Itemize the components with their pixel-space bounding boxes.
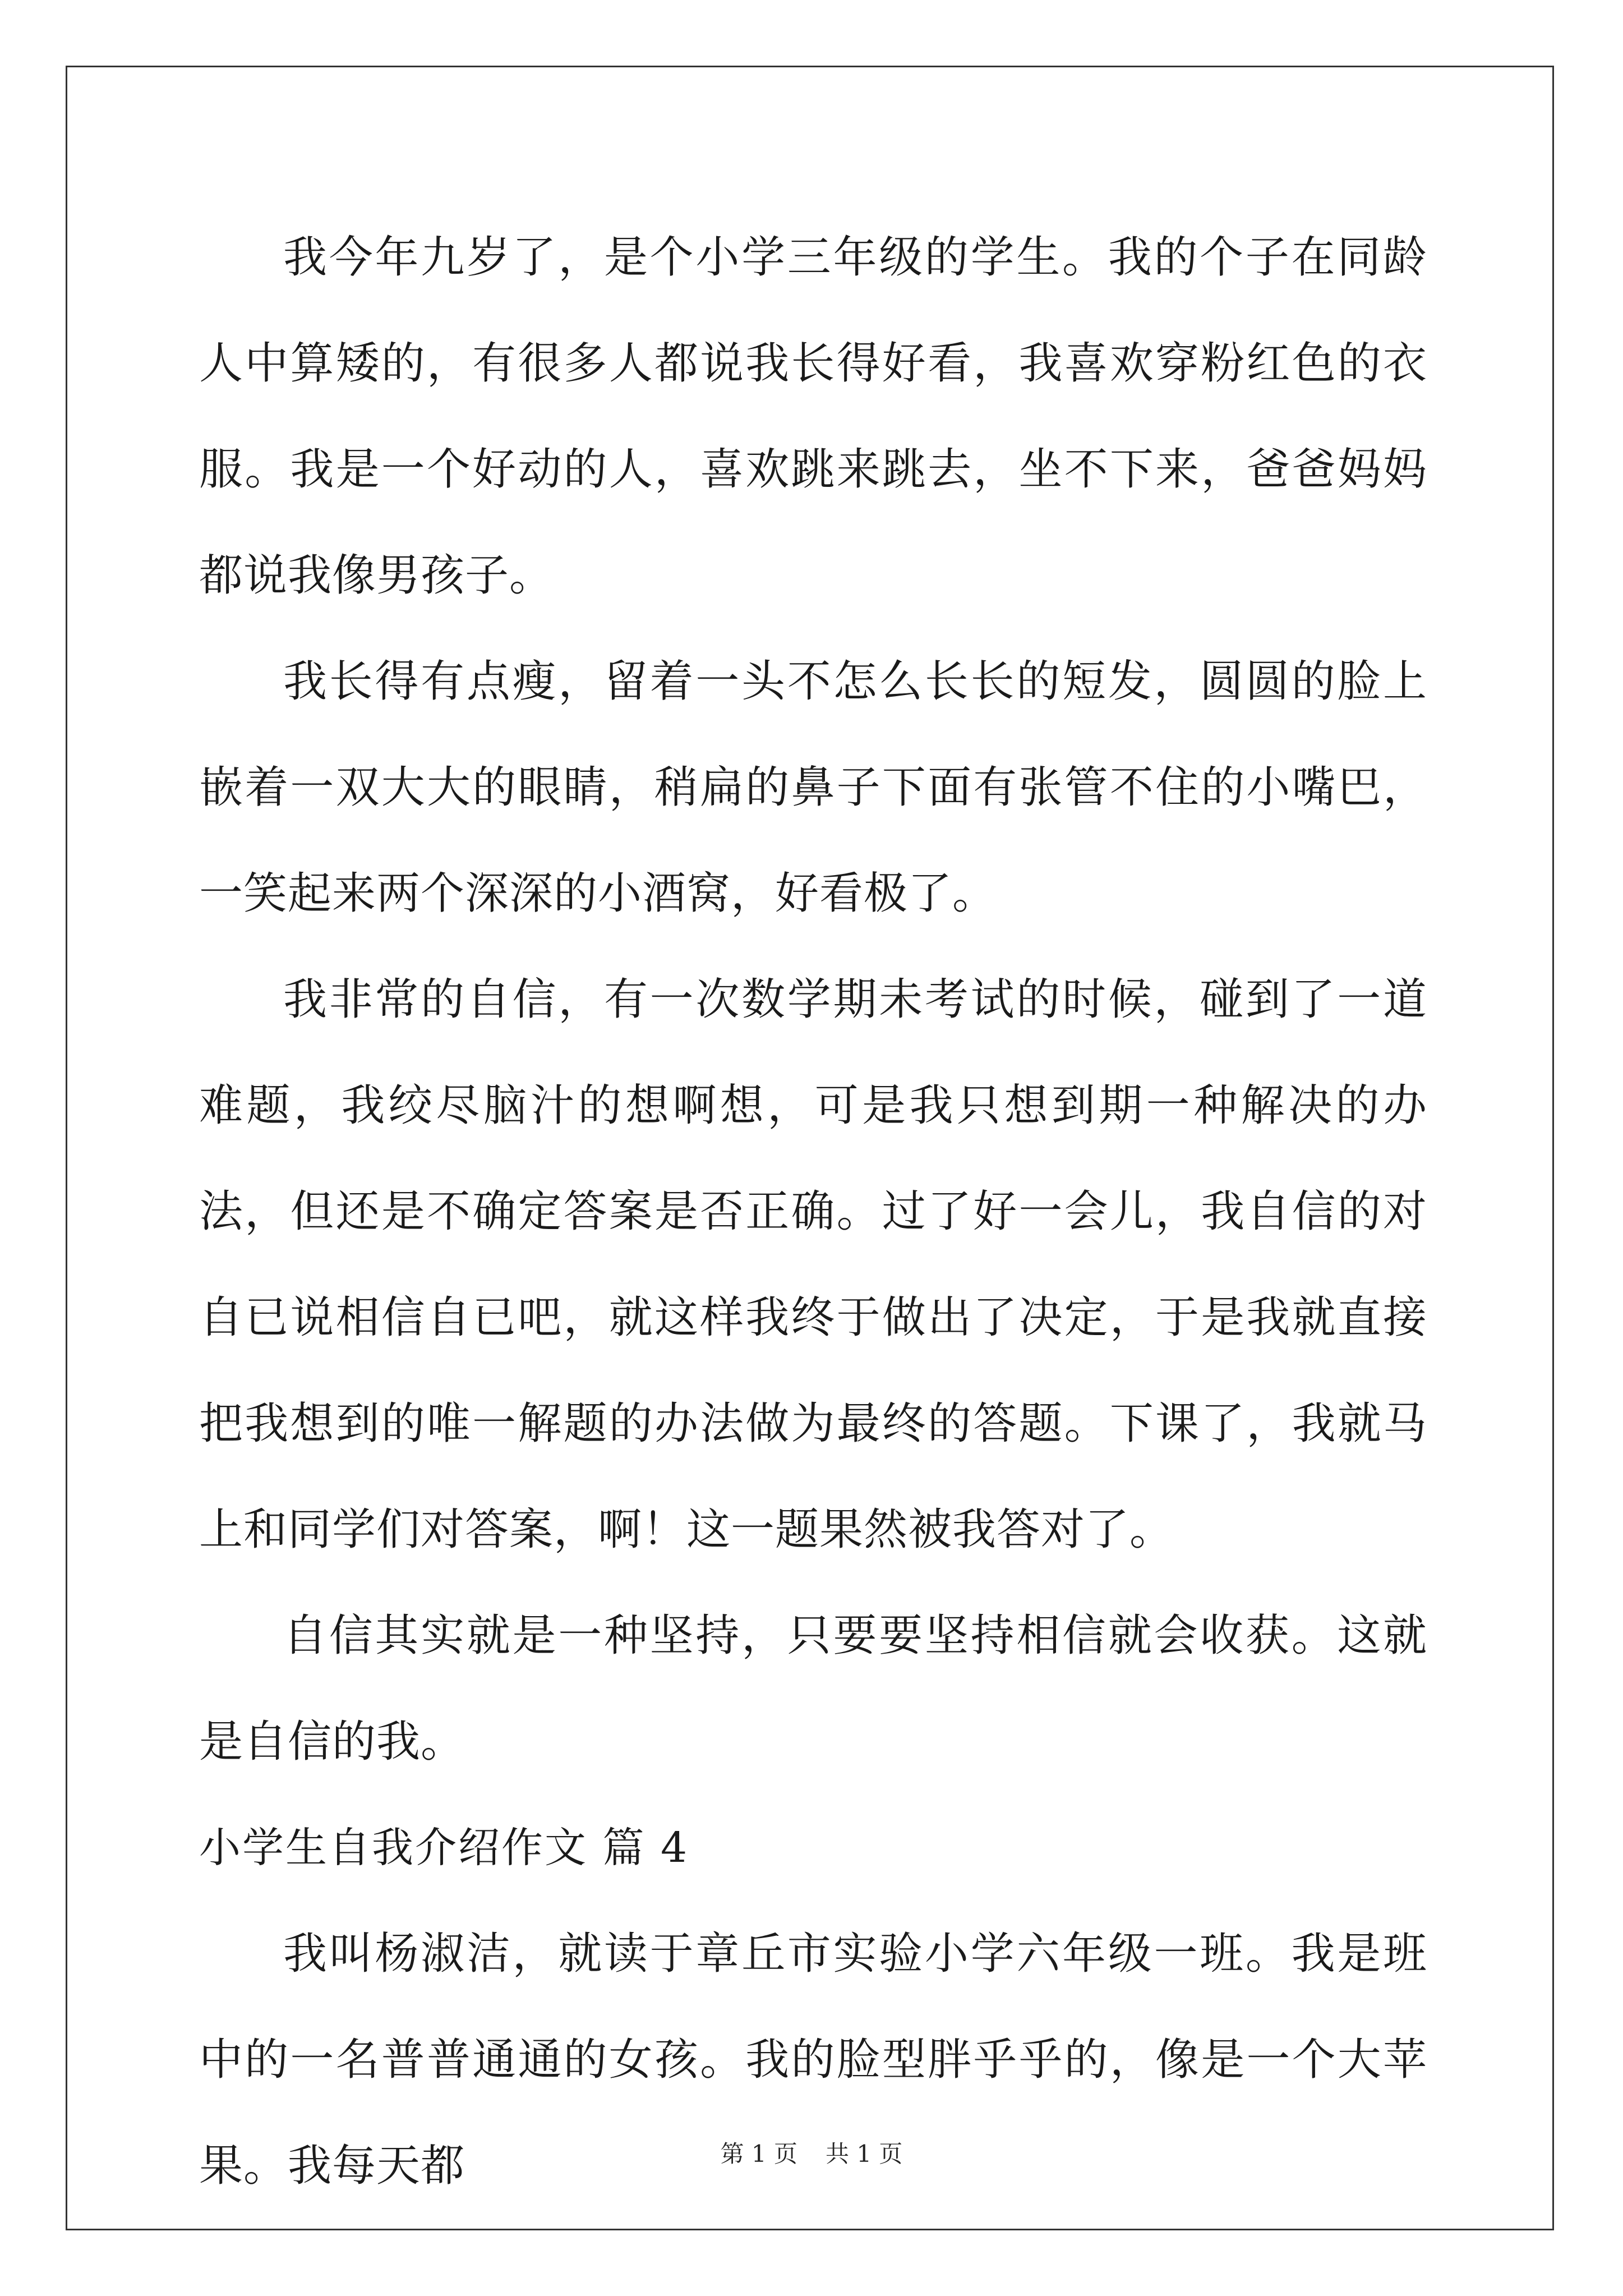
page-number: 第 1 页 (720, 2140, 797, 2168)
page-footer (0, 2137, 1623, 2171)
paragraph: 自信其实就是一种坚持，只要要坚持相信就会收获。这就是自信的我。 (199, 1611, 1427, 1767)
paragraph: 我今年九岁了，是个小学三年级的学生。我的个子在同龄人中算矮的，有很多人都说我长得好看，我喜欢穿粉红色的衣服。我是一个好动的人，喜欢跳来跳去，坐不下来，爸爸妈妈都说我像男孩子。 (199, 232, 1427, 601)
paragraph: 我长得有点瘦，留着一头不怎么长长的短发，圆圆的脸上嵌着一双大大的眼睛，稍扁的鼻子下面有张管不住的小嘴巴，一笑起来两个深深的小酒窝，好看极了。 (199, 656, 1427, 919)
paragraph: 我叫杨淑洁，就读于章丘市实验小学六年级一班。我是班中的一名普普通通的女孩。我的脸型胖乎乎的，像是一个大苹果。我每天都 (199, 1929, 1427, 2191)
section-heading: 小学生自我介绍作文 篇 4 (199, 1824, 689, 1872)
paragraph: 我非常的自信，有一次数学期未考试的时候，碰到了一道难题，我绞尽脑汁的想啊想，可是我只想到期一种解决的办法，但还是不确定答案是否正确。过了好一会儿，我自信的对自已说相信自已吧，就这样我终于做出了决定，于是我就直接把我想到的唯一解题的办法做为最终的答题。下课了，我就马上和同学们对答案，啊！这一题果然被我答对了。 (199, 974, 1427, 1555)
document-body (199, 205, 1427, 2219)
page-total: 共 1 页 (826, 2140, 903, 2168)
